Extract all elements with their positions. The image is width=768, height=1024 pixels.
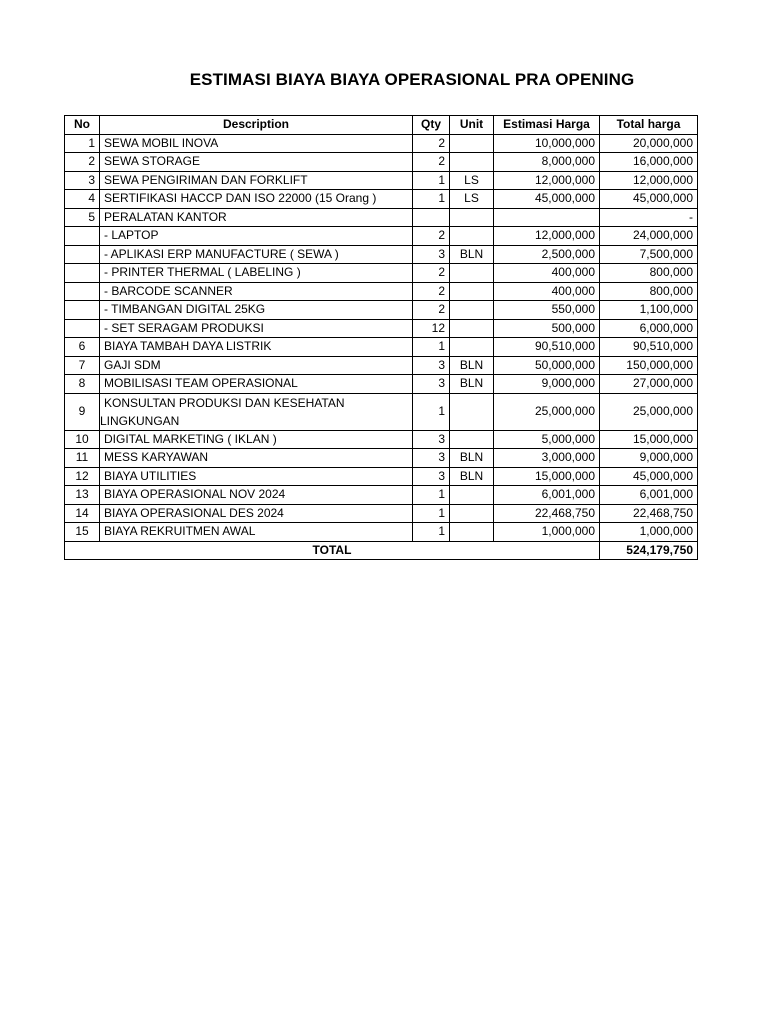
cell-qty: 2 xyxy=(413,282,450,301)
col-header-qty: Qty xyxy=(413,116,450,135)
table-row xyxy=(65,375,698,394)
col-header-no: No xyxy=(65,116,100,135)
cell-qty: 1 xyxy=(413,190,450,209)
cell-total-harga: 22,468,750 xyxy=(600,504,698,523)
cell-description: PERALATAN KANTOR xyxy=(100,208,413,227)
cell-estimasi-harga: 1,000,000 xyxy=(494,523,600,542)
cell-estimasi-harga xyxy=(494,208,600,227)
cell-qty: 1 xyxy=(413,504,450,523)
cell-description: SEWA STORAGE xyxy=(100,153,413,172)
cell-total-harga: 12,000,000 xyxy=(600,171,698,190)
cell-unit xyxy=(450,430,494,449)
table-row xyxy=(65,227,698,246)
cell-total-harga: 25,000,000 xyxy=(600,393,698,430)
cell-estimasi-harga: 6,001,000 xyxy=(494,486,600,505)
cell-description: SEWA PENGIRIMAN DAN FORKLIFT xyxy=(100,171,413,190)
cell-no xyxy=(65,319,100,338)
cell-total-harga: 1,000,000 xyxy=(600,523,698,542)
document-title: ESTIMASI BIAYA BIAYA OPERASIONAL PRA OPENING xyxy=(189,70,635,89)
cell-description: BIAYA UTILITIES xyxy=(100,467,413,486)
total-label: TOTAL xyxy=(65,541,600,560)
cell-total-harga: 150,000,000 xyxy=(600,356,698,375)
col-header-total-harga: Total harga xyxy=(600,116,698,135)
cell-qty: 12 xyxy=(413,319,450,338)
cell-total-harga: 16,000,000 xyxy=(600,153,698,172)
cell-unit xyxy=(450,486,494,505)
cell-no: 8 xyxy=(65,375,100,394)
cell-estimasi-harga: 500,000 xyxy=(494,319,600,338)
table-row xyxy=(65,153,698,172)
cell-estimasi-harga: 8,000,000 xyxy=(494,153,600,172)
cell-total-harga: 6,001,000 xyxy=(600,486,698,505)
cell-unit xyxy=(450,393,494,430)
cell-description: BIAYA REKRUITMEN AWAL xyxy=(100,523,413,542)
cell-description: SERTIFIKASI HACCP DAN ISO 22000 (15 Orang ) xyxy=(100,190,413,209)
cell-qty: 3 xyxy=(413,356,450,375)
cell-unit xyxy=(450,319,494,338)
cell-no: 13 xyxy=(65,486,100,505)
cell-estimasi-harga: 45,000,000 xyxy=(494,190,600,209)
cell-qty: 2 xyxy=(413,301,450,320)
cell-estimasi-harga: 12,000,000 xyxy=(494,171,600,190)
total-value: 524,179,750 xyxy=(600,541,698,560)
cell-qty: 3 xyxy=(413,375,450,394)
cell-no xyxy=(65,264,100,283)
cell-description-line1: KONSULTAN PRODUKSI DAN KESEHATAN xyxy=(104,395,345,410)
cell-estimasi-harga: 9,000,000 xyxy=(494,375,600,394)
cell-description: BIAYA OPERASIONAL NOV 2024 xyxy=(100,486,413,505)
cell-total-harga: 20,000,000 xyxy=(600,134,698,153)
cell-no: 12 xyxy=(65,467,100,486)
cell-estimasi-harga: 25,000,000 xyxy=(494,393,600,430)
cell-unit xyxy=(450,338,494,357)
cell-description: MESS KARYAWAN xyxy=(100,449,413,468)
cell-qty: 3 xyxy=(413,467,450,486)
col-header-estimasi-harga: Estimasi Harga xyxy=(494,116,600,135)
cell-total-harga: 15,000,000 xyxy=(600,430,698,449)
cell-estimasi-harga: 15,000,000 xyxy=(494,467,600,486)
cell-estimasi-harga: 3,000,000 xyxy=(494,449,600,468)
cell-description: - APLIKASI ERP MANUFACTURE ( SEWA ) xyxy=(100,245,413,264)
cell-qty: 3 xyxy=(413,430,450,449)
cell-no: 2 xyxy=(65,153,100,172)
cell-estimasi-harga: 90,510,000 xyxy=(494,338,600,357)
table-row xyxy=(65,338,698,357)
cell-unit: BLN xyxy=(450,356,494,375)
col-header-description: Description xyxy=(100,116,413,135)
cell-description-line2: LINGKUNGAN xyxy=(100,413,180,428)
cell-qty: 3 xyxy=(413,449,450,468)
cell-total-harga: 7,500,000 xyxy=(600,245,698,264)
total-row xyxy=(65,541,698,560)
cell-qty: 2 xyxy=(413,153,450,172)
cell-description: MOBILISASI TEAM OPERASIONAL xyxy=(100,375,413,394)
cell-no: 5 xyxy=(65,208,100,227)
cell-total-harga: 1,100,000 xyxy=(600,301,698,320)
cell-unit xyxy=(450,153,494,172)
cell-estimasi-harga: 2,500,000 xyxy=(494,245,600,264)
cell-qty: 2 xyxy=(413,264,450,283)
cell-unit: BLN xyxy=(450,449,494,468)
cell-description: DIGITAL MARKETING ( IKLAN ) xyxy=(100,430,413,449)
cell-qty: 2 xyxy=(413,227,450,246)
cell-unit xyxy=(450,264,494,283)
cell-total-harga: 9,000,000 xyxy=(600,449,698,468)
cell-no: 9 xyxy=(65,393,100,430)
table-row xyxy=(65,264,698,283)
cell-unit xyxy=(450,208,494,227)
table-row xyxy=(65,430,698,449)
table-row xyxy=(65,449,698,468)
cell-estimasi-harga: 550,000 xyxy=(494,301,600,320)
cell-unit xyxy=(450,523,494,542)
cell-description: - LAPTOP xyxy=(100,227,413,246)
cell-total-harga: 45,000,000 xyxy=(600,467,698,486)
cell-qty: 1 xyxy=(413,393,450,430)
table-row xyxy=(65,319,698,338)
cell-estimasi-harga: 50,000,000 xyxy=(494,356,600,375)
cell-no xyxy=(65,227,100,246)
cell-no: 3 xyxy=(65,171,100,190)
cell-no xyxy=(65,301,100,320)
table-row xyxy=(65,467,698,486)
cell-description: - SET SERAGAM PRODUKSI xyxy=(100,319,413,338)
cell-total-harga: 6,000,000 xyxy=(600,319,698,338)
header-row xyxy=(65,116,698,135)
cost-estimate-table xyxy=(64,115,698,560)
cell-description: GAJI SDM xyxy=(100,356,413,375)
cell-no: 14 xyxy=(65,504,100,523)
cell-description: - PRINTER THERMAL ( LABELING ) xyxy=(100,264,413,283)
cell-qty: 3 xyxy=(413,245,450,264)
table-row xyxy=(65,134,698,153)
cell-unit: BLN xyxy=(450,467,494,486)
cell-unit: LS xyxy=(450,190,494,209)
table-row xyxy=(65,301,698,320)
cell-qty: 1 xyxy=(413,523,450,542)
cell-qty: 1 xyxy=(413,171,450,190)
table-row xyxy=(65,171,698,190)
cell-unit xyxy=(450,504,494,523)
table-row xyxy=(65,208,698,227)
cell-unit: BLN xyxy=(450,245,494,264)
cell-total-harga: 27,000,000 xyxy=(600,375,698,394)
cell-no: 6 xyxy=(65,338,100,357)
table-row xyxy=(65,393,698,430)
cell-unit xyxy=(450,227,494,246)
cell-no xyxy=(65,282,100,301)
table-row xyxy=(65,486,698,505)
cell-no: 10 xyxy=(65,430,100,449)
cell-no: 1 xyxy=(65,134,100,153)
cell-total-harga: 800,000 xyxy=(600,282,698,301)
cell-total-harga: 90,510,000 xyxy=(600,338,698,357)
cell-qty: 1 xyxy=(413,338,450,357)
cell-estimasi-harga: 12,000,000 xyxy=(494,227,600,246)
table-row xyxy=(65,190,698,209)
table-row xyxy=(65,282,698,301)
cell-total-harga: 45,000,000 xyxy=(600,190,698,209)
cell-estimasi-harga: 10,000,000 xyxy=(494,134,600,153)
cell-unit xyxy=(450,134,494,153)
cell-unit: BLN xyxy=(450,375,494,394)
table-row xyxy=(65,504,698,523)
cell-no: 11 xyxy=(65,449,100,468)
cell-unit xyxy=(450,301,494,320)
cell-qty xyxy=(413,208,450,227)
table-row xyxy=(65,356,698,375)
table-row xyxy=(65,245,698,264)
cell-unit xyxy=(450,282,494,301)
cell-no: 15 xyxy=(65,523,100,542)
cell-description: BIAYA TAMBAH DAYA LISTRIK xyxy=(100,338,413,357)
cell-description: BIAYA OPERASIONAL DES 2024 xyxy=(100,504,413,523)
cell-no xyxy=(65,245,100,264)
cell-total-harga: - xyxy=(600,208,698,227)
cell-description xyxy=(100,393,413,430)
cell-description: SEWA MOBIL INOVA xyxy=(100,134,413,153)
cell-qty: 1 xyxy=(413,486,450,505)
cell-total-harga: 24,000,000 xyxy=(600,227,698,246)
cell-qty: 2 xyxy=(413,134,450,153)
cell-unit: LS xyxy=(450,171,494,190)
cell-total-harga: 800,000 xyxy=(600,264,698,283)
cell-estimasi-harga: 5,000,000 xyxy=(494,430,600,449)
table-row xyxy=(65,523,698,542)
cell-estimasi-harga: 22,468,750 xyxy=(494,504,600,523)
cell-no: 4 xyxy=(65,190,100,209)
cell-estimasi-harga: 400,000 xyxy=(494,264,600,283)
cell-description: - TIMBANGAN DIGITAL 25KG xyxy=(100,301,413,320)
col-header-unit: Unit xyxy=(450,116,494,135)
cell-estimasi-harga: 400,000 xyxy=(494,282,600,301)
cell-description: - BARCODE SCANNER xyxy=(100,282,413,301)
cell-no: 7 xyxy=(65,356,100,375)
